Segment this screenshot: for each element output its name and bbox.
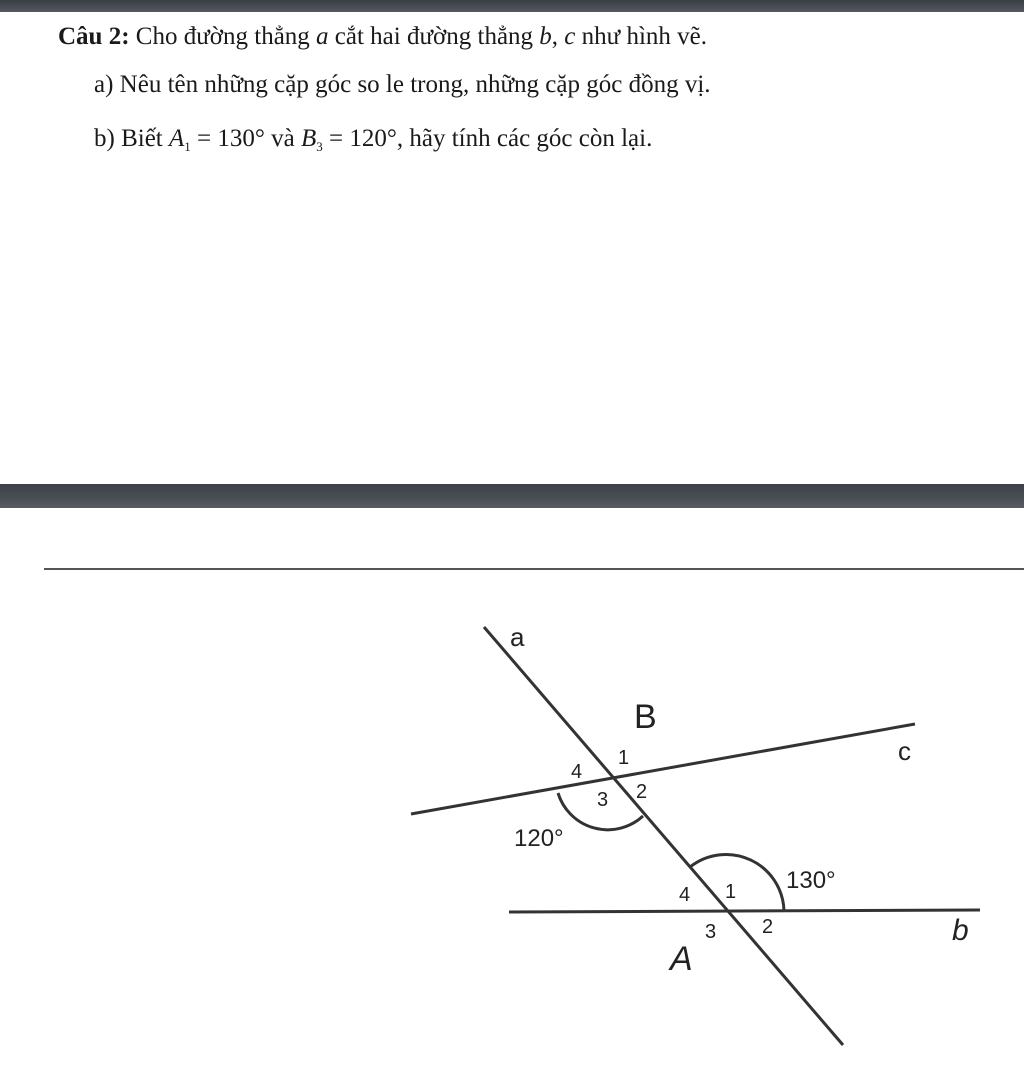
title-text-1: Cho đường thẳng — [129, 23, 317, 50]
question-title — [58, 22, 707, 52]
label-b-angle-2: 2 — [636, 781, 648, 803]
angle-a1-value: = 130° — [190, 125, 265, 152]
title-text-3: , — [551, 23, 565, 50]
title-var-c: c — [564, 23, 576, 50]
angle-b3-letter: B — [301, 125, 317, 152]
label-point-b: B — [634, 698, 657, 736]
label-a-angle-1: 1 — [725, 881, 737, 903]
label-b-angle-1: 1 — [618, 747, 630, 769]
label-line-a: a — [510, 622, 525, 652]
label-b-angle-4: 4 — [571, 761, 583, 783]
page-separator-bar — [0, 484, 1024, 508]
question-number: Câu 2: — [58, 23, 130, 50]
part-b-and: và — [264, 125, 301, 152]
label-b-angle-3: 3 — [597, 789, 609, 811]
question-part-a: a) Nêu tên những cặp góc so le trong, những cặp góc đồng vị. — [94, 71, 711, 98]
title-var-b: b — [539, 23, 552, 50]
angle-b3-value: = 120° — [322, 125, 397, 152]
label-line-c: c — [898, 736, 911, 766]
line-b — [509, 910, 980, 912]
label-a-angle-2: 2 — [762, 916, 774, 938]
label-angle-b3-value: 120° — [514, 825, 564, 852]
label-a-angle-4: 4 — [679, 884, 691, 906]
part-b-suffix: , hãy tính các góc còn lại. — [396, 125, 653, 152]
label-angle-a1-value: 130° — [786, 867, 836, 894]
angle-a1-subscript: 1 — [184, 139, 191, 154]
geometry-figure — [370, 600, 990, 1070]
figure-svg — [370, 600, 990, 1070]
title-text-4: như hình vẽ. — [575, 23, 707, 50]
angle-b3-subscript: 3 — [316, 139, 323, 154]
question-part-b — [94, 124, 652, 162]
label-a-angle-3: 3 — [705, 921, 717, 943]
horizontal-rule — [44, 568, 1024, 570]
top-page-border — [0, 0, 1024, 12]
title-text-2: cắt hai đường thẳng — [328, 23, 540, 50]
angle-b3-expression — [301, 125, 397, 152]
part-b-prefix: b) Biết — [94, 125, 169, 152]
line-c — [411, 724, 915, 814]
title-var-a: a — [316, 23, 329, 50]
angle-a1-expression — [169, 125, 265, 152]
label-line-b: b — [952, 914, 969, 947]
angle-a1-letter: A — [169, 125, 185, 152]
label-point-a: A — [670, 940, 693, 978]
